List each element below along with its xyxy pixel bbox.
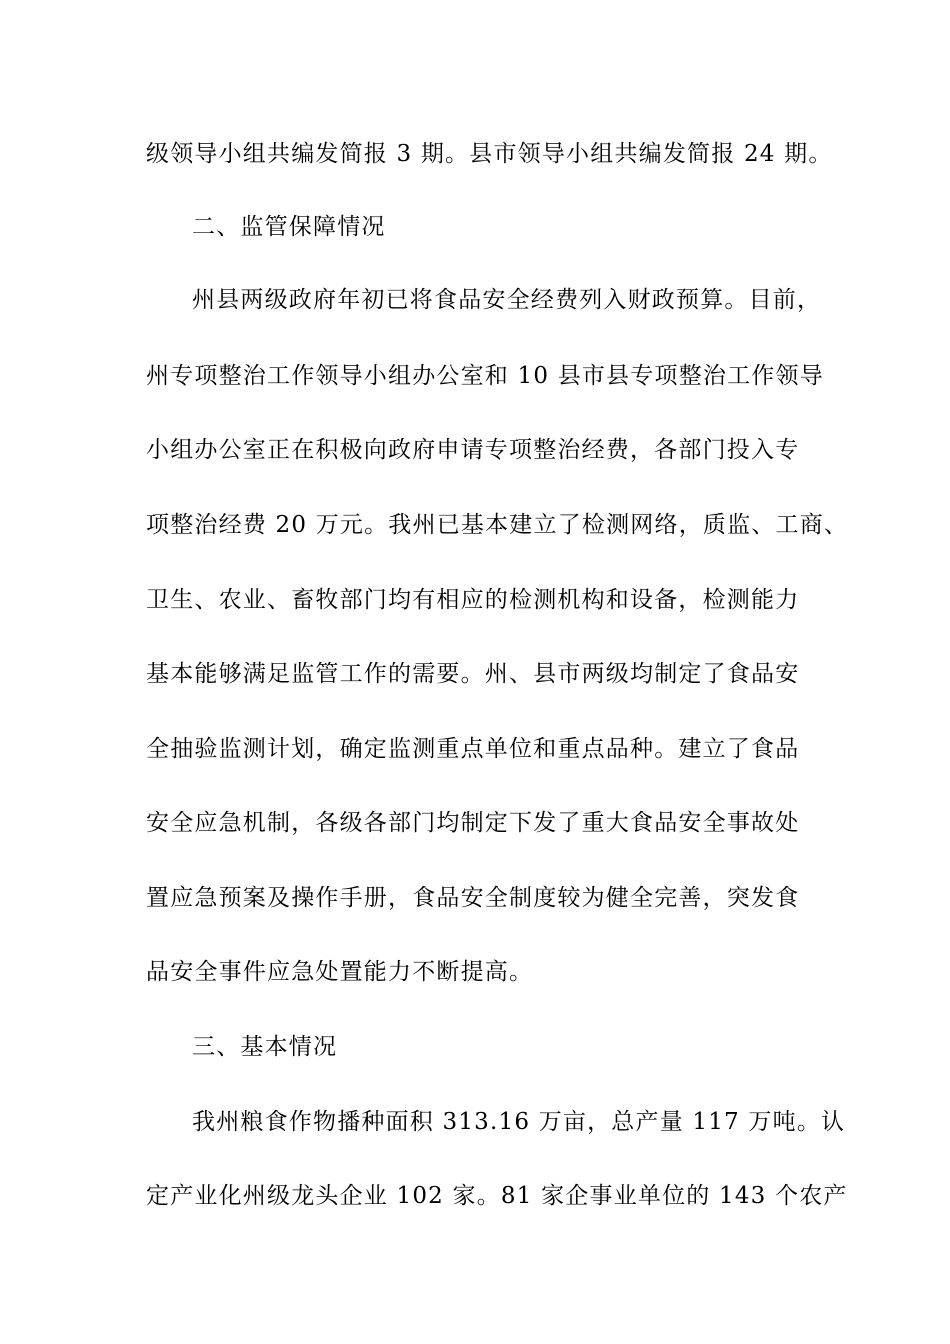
paragraph-line: 项整治经费 20 万元。我州已基本建立了检测网络，质监、工商、 [146,512,849,538]
paragraph-line: 品安全事件应急处置能力不断提高。 [146,959,534,985]
paragraph-line: 基本能够满足监管工作的需要。州、县市两级均制定了食品安 [146,661,800,687]
paragraph-line: 安全应急机制，各级各部门均制定下发了重大食品安全事故处 [146,810,800,836]
section-heading-2: 二、监管保障情况 [192,214,386,240]
paragraph-line: 我州粮食作物播种面积 313.16 万亩，总产量 117 万吨。认 [192,1109,846,1135]
section-heading-3: 三、基本情况 [192,1034,338,1060]
paragraph-line: 定产业化州级龙头企业 102 家。81 家企事业单位的 143 个农产 [146,1183,848,1209]
paragraph-line: 卫生、农业、畜牧部门均有相应的检测机构和设备，检测能力 [146,587,800,613]
paragraph-line: 级领导小组共编发简报 3 期。县市领导小组共编发简报 24 期。 [146,141,833,167]
paragraph-line: 小组办公室正在积极向政府申请专项整治经费，各部门投入专 [146,437,800,463]
paragraph-line: 州县两级政府年初已将食品安全经费列入财政预算。目前， [192,287,822,313]
paragraph-line: 全抽验监测计划，确定监测重点单位和重点品种。建立了食品 [146,736,800,762]
paragraph-line: 置应急预案及操作手册，食品安全制度较为健全完善，突发食 [146,885,800,911]
paragraph-line: 州专项整治工作领导小组办公室和 10 县市县专项整治工作领导 [146,363,824,389]
